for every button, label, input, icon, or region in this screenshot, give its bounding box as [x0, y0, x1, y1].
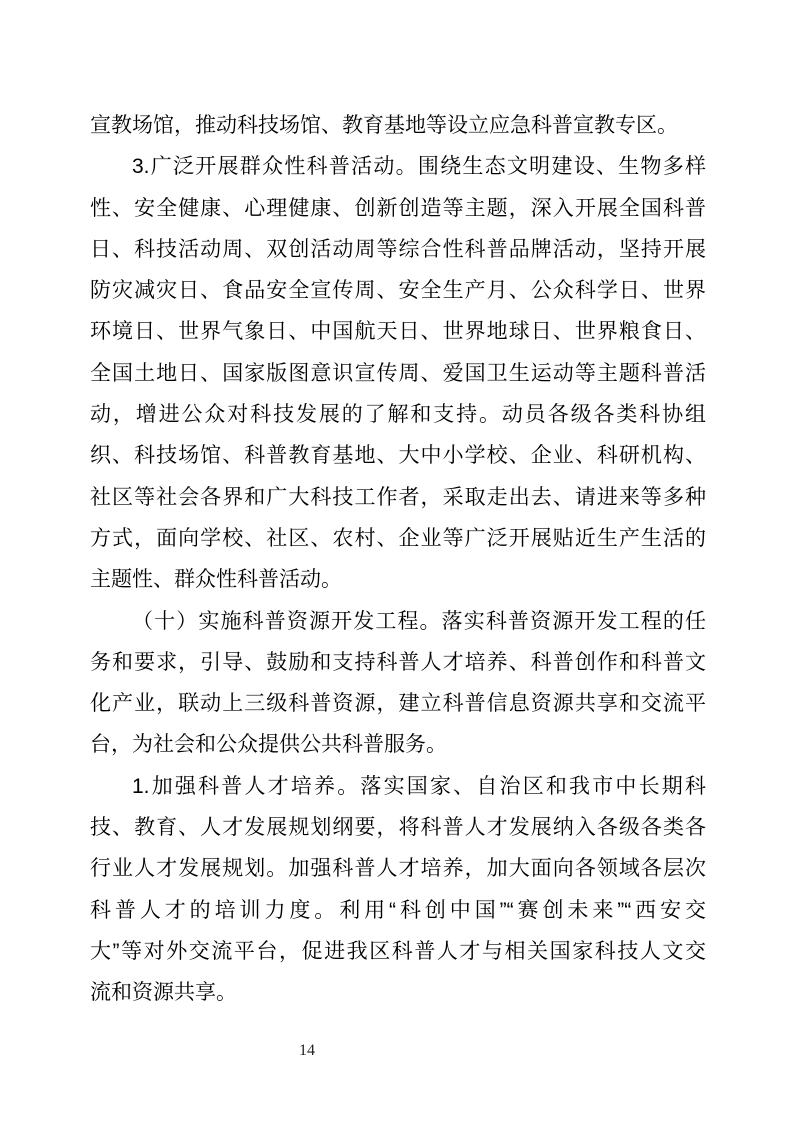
text-line: 动，增进公众对科技发展的了解和支持。动员各级各类科协组 [90, 403, 706, 427]
text-line: 行业人才发展规划。加强科普人才培养，加大面向各领域各层次 [90, 857, 706, 881]
page-number: 14 [299, 1042, 315, 1059]
text-line: 方式，面向学校、社区、农村、企业等广泛开展贴近生产生活的 [90, 526, 706, 550]
text-line: 织、科技场馆、科普教育基地、大中小学校、企业、科研机构、 [90, 444, 706, 468]
text-line: 务和要求，引导、鼓励和支持科普人才培养、科普创作和科普文 [90, 650, 706, 674]
text-line: 主题性、群众性科普活动。 [90, 568, 342, 592]
text-line: 大”等对外交流平台，促进我区科普人才与相关国家科技人文交 [90, 939, 706, 963]
text-line: （十）实施科普资源开发工程。落实科普资源开发工程的任 [132, 609, 706, 633]
text-line: 化产业，联动上三级科普资源，建立科普信息资源共享和交流平 [90, 692, 706, 716]
text-line: 全国土地日、国家版图意识宣传周、爱国卫生运动等主题科普活 [90, 361, 706, 385]
text-line: 3.广泛开展群众性科普活动。围绕生态文明建设、生物多样 [132, 155, 706, 179]
text-line: 宣教场馆，推动科技场馆、教育基地等设立应急科普宣教专区。 [90, 114, 678, 137]
text-line: 技、教育、人才发展规划纲要，将科普人才发展纳入各级各类各 [90, 816, 706, 840]
text-line: 1.加强科普人才培养。落实国家、自治区和我市中长期科 [132, 774, 706, 798]
text-line: 环境日、世界气象日、中国航天日、世界地球日、世界粮食日、 [90, 320, 706, 344]
body-text [90, 105, 706, 1014]
text-line: 流和资源共享。 [90, 981, 237, 1005]
text-line: 日、科技活动周、双创活动周等综合性科普品牌活动，坚持开展 [90, 237, 706, 261]
text-line: 防灾减灾日、食品安全宣传周、安全生产月、公众科学日、世界 [90, 279, 706, 303]
text-line: 科普人才的培训力度。利用“科创中国”“赛创未来”“西安交 [90, 898, 706, 922]
text-line: 台，为社会和公众提供公共科普服务。 [90, 733, 447, 757]
text-line: 性、安全健康、心理健康、创新创造等主题，深入开展全国科普 [90, 196, 706, 220]
text-line: 社区等社会各界和广大科技工作者，采取走出去、请进来等多种 [90, 485, 706, 509]
